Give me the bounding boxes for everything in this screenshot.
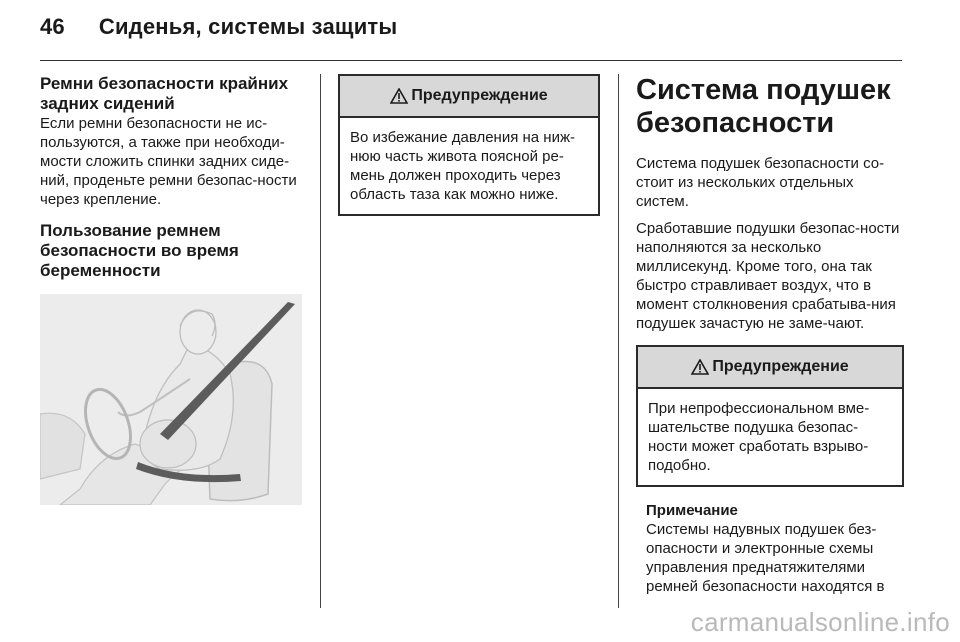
warning-title: Предупреждение [411, 87, 548, 104]
section-title-rear-belts: Ремни безопасности крайних задних сидений [40, 74, 289, 113]
section-text-rear-belts: Если ремни безопасности не ис-пользуются, а также при необходи-мости сложить спинки задних сиде-ний, проденьте ремни безопас-ности через крепление. [40, 115, 297, 208]
page-header [40, 14, 397, 40]
warning-text: При непрофессиональном вме-шательстве подушка безопас-ности может сработать взрыво-подобно. [648, 400, 870, 474]
note-text: Системы надувных подушек без-опасности и электронные схемы управления преднатяжителями ремней безопасности находятся в [646, 521, 885, 595]
pregnant-driver-seatbelt-illustration [40, 294, 302, 505]
watermark: carmanualsonline.info [690, 607, 950, 637]
column-left [40, 74, 310, 281]
warning-header [638, 347, 902, 389]
section-title-pregnancy: Пользование ремнем безопасности во время беременности [40, 221, 239, 280]
note-title: Примечание [646, 502, 738, 519]
warning-box-airbag [636, 345, 904, 487]
warning-triangle-icon [691, 359, 709, 375]
page-number: 46 [40, 14, 65, 39]
warning-header [340, 76, 598, 118]
column-right [636, 74, 904, 596]
column-divider-right [618, 74, 619, 608]
column-divider-left [320, 74, 321, 608]
warning-triangle-icon [390, 88, 408, 104]
airbag-paragraph-1: Система подушек безопасности со-стоит из нескольких отдельных систем. [636, 155, 885, 210]
airbag-paragraph-2: Сработавшие подушки безопас-ности наполняются за несколько миллисекунд. Кроме того, она так быстро стравливает воздух, что в момент столкновения срабатыва-ния подушек зачастую не заме-чают. [636, 220, 900, 332]
note-block [636, 501, 904, 596]
warning-text: Во избежание давления на ниж-нюю часть живота поясной ре-мень должен проходить через область таза как можно ниже. [350, 129, 575, 203]
column-middle [338, 74, 600, 216]
header-divider [40, 60, 902, 61]
page-title: Сиденья, системы защиты [98, 14, 398, 39]
warning-box-belt [338, 74, 600, 216]
section-heading-airbags: Система подушек безопасности [636, 74, 891, 139]
warning-title: Предупреждение [712, 358, 849, 375]
